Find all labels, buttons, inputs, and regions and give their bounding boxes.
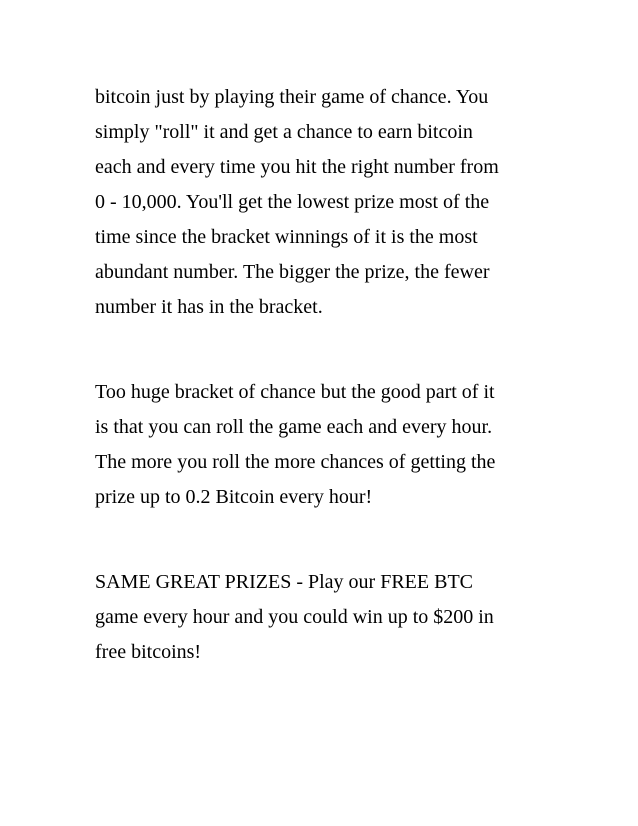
text-line: free bitcoins! bbox=[95, 641, 202, 663]
text-line: Too huge bracket of chance but the good part of it bbox=[95, 381, 495, 403]
paragraph-bitcoin-game bbox=[95, 80, 555, 325]
paragraph-great-prizes bbox=[95, 565, 555, 670]
text-line: game every hour and you could win up to $200 in bbox=[95, 606, 494, 628]
paragraph-bracket-of-chance bbox=[95, 375, 555, 515]
text-line: simply "roll" it and get a chance to earn bitcoin bbox=[95, 121, 473, 143]
text-line: number it has in the bracket. bbox=[95, 296, 323, 318]
text-line: is that you can roll the game each and every hour. bbox=[95, 416, 493, 438]
text-line: bitcoin just by playing their game of chance. You bbox=[95, 86, 489, 108]
text-line: abundant number. The bigger the prize, the fewer bbox=[95, 261, 490, 283]
text-line: each and every time you hit the right number from bbox=[95, 156, 499, 178]
text-line: SAME GREAT PRIZES - Play our FREE BTC bbox=[95, 571, 473, 593]
text-line: prize up to 0.2 Bitcoin every hour! bbox=[95, 486, 373, 508]
text-line: The more you roll the more chances of getting the bbox=[95, 451, 496, 473]
text-line: time since the bracket winnings of it is the most bbox=[95, 226, 478, 248]
text-line: 0 - 10,000. You'll get the lowest prize most of the bbox=[95, 191, 490, 213]
